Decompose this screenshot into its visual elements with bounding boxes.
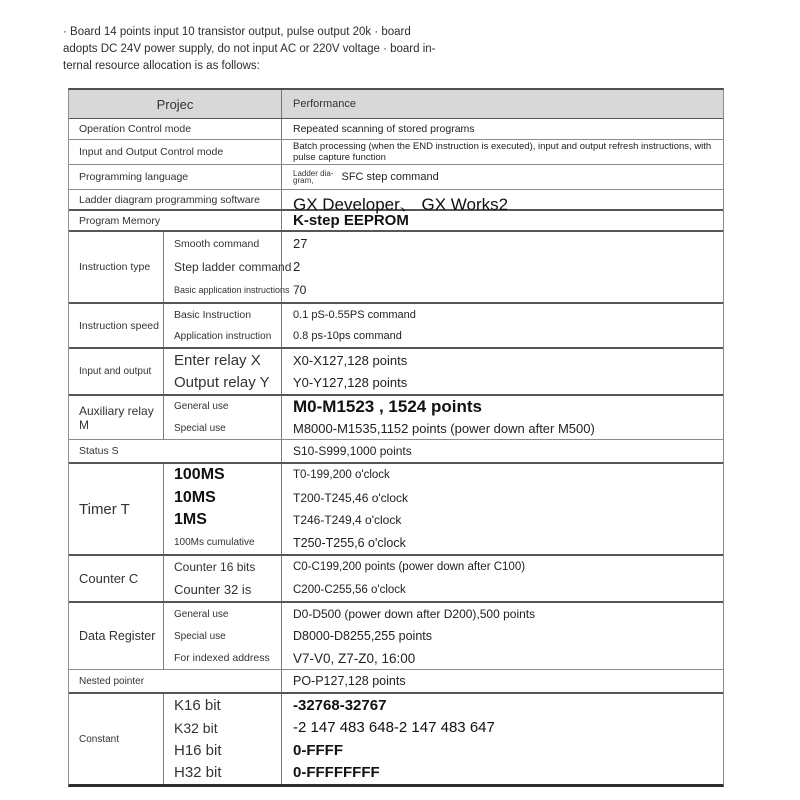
cell-value: Batch processing (when the END instruction is executed), input and output refresh instructions, with pulse capture function [293,141,712,163]
cell-value: 70 [293,283,307,298]
cell-value: T0-199,200 o'clock [293,469,390,482]
header-cell-performance: Performance [293,98,356,110]
table-row [69,302,723,347]
table-row [69,164,723,189]
sub-label: K32 bit [174,719,218,736]
row-label: Data Register [69,603,164,669]
sub-label: Basic Instruction [174,308,252,321]
cell-value: T246-T249,4 o'clock [293,513,402,528]
row-label: Instruction speed [69,304,164,347]
cell-value: -32768-32767 [293,696,387,714]
sub-label: Special use [174,630,226,642]
table-row [69,394,723,439]
cell-value: D0-D500 (power down after D200),500 points [293,607,536,621]
table-row [69,462,723,554]
sub-label: Counter 32 is [174,582,252,598]
cell-value: V7-V0, Z7-Z0, 16:00 [293,650,416,666]
intro-line: ternal resource allocation is as follows: [63,60,260,72]
row-label: Input and Output Control mode [69,140,282,164]
cell-value: M0-M1523 , 1524 points [293,396,482,416]
sub-label: Output relay Y [174,374,270,392]
sub-label: General use [174,608,229,620]
sub-label: Smooth command [174,237,260,250]
sub-label: H16 bit [174,741,222,759]
sub-label: General use [174,401,229,413]
sub-label: 10MS [174,488,216,506]
table-row [69,692,723,784]
table-row [69,347,723,394]
row-label: Timer T [69,464,164,554]
row-label: Program Memory [69,211,282,230]
table-row [69,439,723,462]
cell-value: GX Developer、 GX Works2 [293,195,509,214]
sub-label: For indexed address [174,652,270,664]
cell-value: M8000-M1535,1152 points (power down after M500) [293,420,595,436]
cell-value: 0.1 pS-0.55PS command [293,308,416,321]
intro-line: adopts DC 24V power supply, do not input AC or 220V voltage · board in- [63,43,436,55]
intro-text [63,24,493,75]
table-header [69,90,723,119]
sub-label: Basic application instructions [174,285,290,296]
sub-label: Enter relay X [174,351,261,369]
sub-label: K16 bit [174,696,221,714]
cell-value: D8000-D8255,255 points [293,629,432,643]
cell-value: K-step EEPROM [293,212,409,229]
sub-label: Application instruction [174,330,272,342]
intro-line: · Board 14 points input 10 transistor output, pulse output 20k · board [63,26,411,38]
row-label: Input and output [69,349,164,394]
ladder-diagram-small-text: Ladder dia- gram, [293,168,334,185]
table-row [69,601,723,669]
sub-label: Counter 16 bits [174,560,256,575]
table-row [69,554,723,601]
row-label: Counter C [69,556,164,601]
cell-value: 27 [293,236,308,252]
header-cell-project: Projec [69,90,282,118]
cell-value: C200-C255,56 o'clock [293,583,406,596]
sub-label: 100Ms cumulative [174,537,255,549]
cell-value: C0-C199,200 points (power down after C100) [293,561,526,574]
table-row [69,139,723,164]
cell-value: Repeated scanning of stored programs [293,123,475,135]
cell-value: T250-T255,6 o'clock [293,535,406,550]
cell-value: Y0-Y127,128 points [293,375,408,391]
table-row [69,119,723,139]
cell-value: 2 [293,259,301,275]
cell-value: -2 147 483 648-2 147 483 647 [293,719,495,737]
row-label: Constant [69,694,164,784]
cell-value: PO-P127,128 points [293,674,406,688]
sub-label: 1MS [174,511,207,529]
row-label: Operation Control mode [69,119,282,139]
sub-label: Step ladder command [174,259,292,274]
row-label: Instruction type [69,232,164,302]
cell-value: Ladder dia- gram, SFC step command [293,168,439,185]
cell-value: 0-FFFFFFFF [293,764,380,782]
sub-label: 100MS [174,466,225,484]
row-label: Ladder diagram programming software [69,190,282,209]
cell-value: S10-S999,1000 points [293,444,412,458]
cell-value: X0-X127,128 points [293,352,408,368]
table-row [69,669,723,692]
sub-label: H32 bit [174,764,222,782]
cell-value: 0.8 ps-10ps command [293,330,402,343]
row-label: Nested pointer [69,670,282,692]
spec-table [68,88,724,787]
table-row [69,230,723,302]
cell-value: T200-T245,46 o'clock [293,490,409,505]
row-label: Status S [69,440,282,462]
table-row [69,209,723,230]
table-row [69,189,723,214]
row-label: Programming language [69,165,282,189]
sub-label: Special use [174,422,226,434]
row-label: Auxiliary relay M [69,396,164,439]
cell-value: 0-FFFF [293,741,343,759]
